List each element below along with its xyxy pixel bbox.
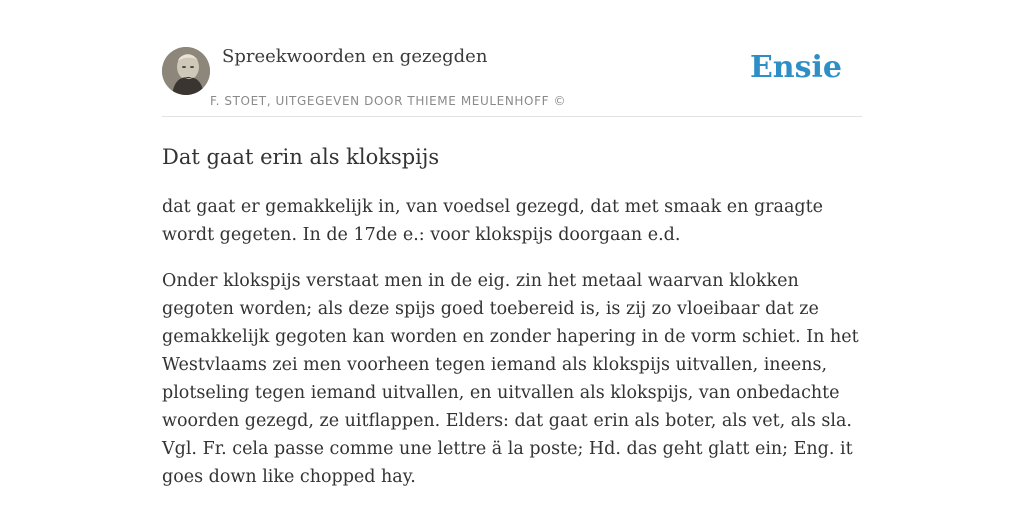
entry-card (162, 44, 862, 491)
author-byline: F. STOET, UITGEGEVEN DOOR THIEME MEULENHOFF © (210, 94, 567, 108)
explanation-paragraph: Onder klokspijs verstaat men in de eig. zin het metaal waarvan klokken gegoten worden; als deze spijs goed toebereid is, is zij zo vloeibaar dat ze gemakkelijk gegoten kan worden en zonder hapering in de vorm schiet. In het Westvlaams zei men voorheen tegen iemand als klokspijs uitvallen, ineens, plotseling tegen iemand uitvallen, en uitvallen als klokspijs, van onbedachte woorden gezegd, ze uitflappen. Elders: dat gaat erin als boter, als vet, als sla. Vgl. Fr. cela passe comme une lettre ä la poste; Hd. das geht glatt ein; Eng. it goes down like chopped hay. (162, 271, 859, 487)
header (162, 44, 862, 116)
header-divider (162, 116, 862, 117)
ensie-logo[interactable]: Ensie (749, 50, 842, 85)
entry-title: Dat gaat erin als klokspijs (162, 145, 440, 169)
author-portrait-icon[interactable] (162, 47, 210, 95)
definition-paragraph: dat gaat er gemakkelijk in, van voedsel gezegd, dat met smaak en graagte wordt gegeten. In de 17de e.: voor klokspijs doorgaan e.d. (162, 197, 824, 245)
book-title[interactable]: Spreekwoorden en gezegden (222, 46, 488, 67)
